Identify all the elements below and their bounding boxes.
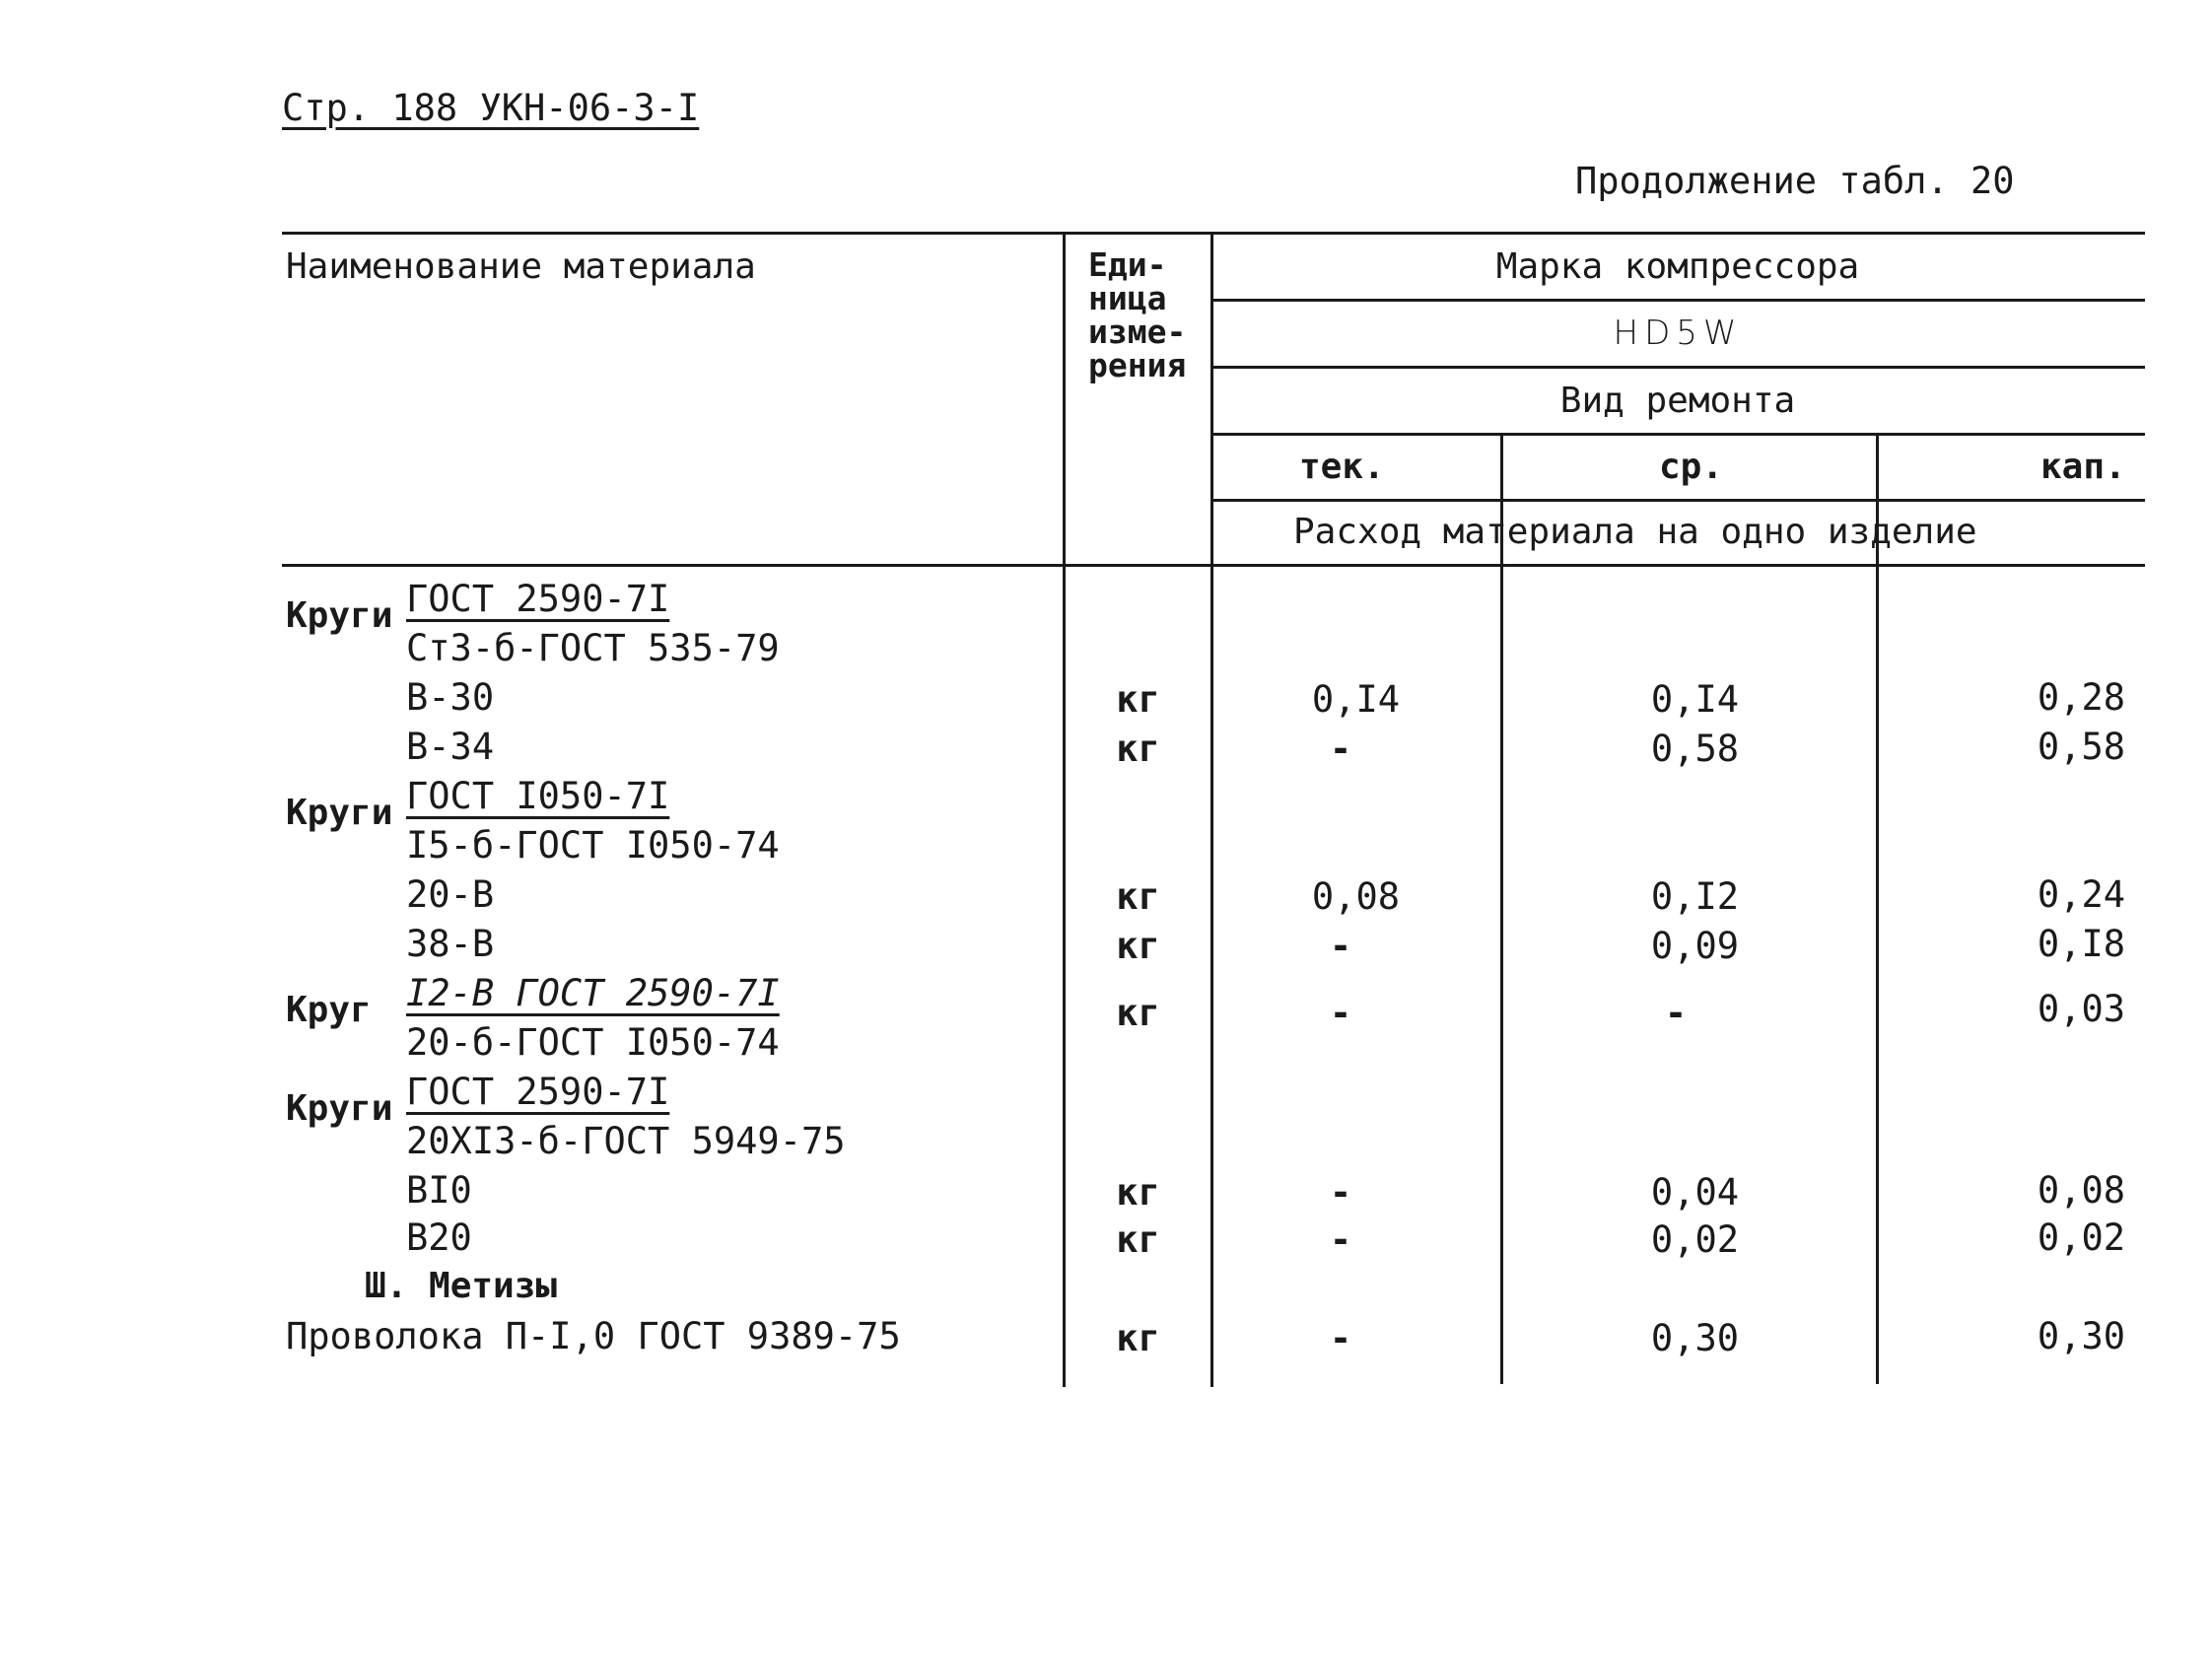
kap-value: 0,58 bbox=[2037, 726, 2125, 768]
table-caption: Продолжение табл. 20 bbox=[1575, 160, 2015, 202]
group-standard: ГОСТ 2590-7I bbox=[406, 578, 670, 620]
kap-value: 0,03 bbox=[2037, 988, 2125, 1030]
repair-type-header: Вид ремонта bbox=[1559, 381, 1796, 421]
tek-value: - bbox=[1329, 925, 1352, 967]
kap-value: 0,24 bbox=[2037, 873, 2125, 916]
brand-rule bbox=[1210, 299, 2145, 302]
sr-value: - bbox=[1664, 992, 1688, 1034]
tek-value: - bbox=[1329, 1171, 1352, 1214]
unit-cell: кг bbox=[1116, 728, 1160, 770]
material-name: BI0 bbox=[406, 1169, 472, 1212]
kap-value: 0,08 bbox=[2037, 1169, 2125, 1212]
table-top-rule bbox=[282, 232, 2145, 235]
tek-value: - bbox=[1329, 728, 1352, 770]
group-standard: I2-В ГОСТ 2590-7I bbox=[406, 972, 780, 1014]
group-grade: Ст3-б-ГОСТ 535-79 bbox=[406, 627, 780, 669]
header-bottom-rule bbox=[282, 564, 2145, 567]
unit-header: Еди-ница изме-рения bbox=[1088, 245, 1187, 384]
material-name: 38-В bbox=[406, 923, 495, 965]
model-rule bbox=[1210, 366, 2145, 369]
material-name: B20 bbox=[406, 1216, 472, 1259]
group-label: Круги bbox=[286, 1088, 393, 1129]
group-standard: ГОСТ 2590-7I bbox=[406, 1071, 670, 1113]
material-name-header: Наименование материала bbox=[286, 246, 756, 287]
sr-value: 0,58 bbox=[1650, 728, 1739, 770]
sr-value: 0,02 bbox=[1650, 1218, 1739, 1261]
name-unit-divider bbox=[1063, 232, 1066, 1387]
tek-value: - bbox=[1329, 992, 1352, 1034]
sr-value: 0,I4 bbox=[1650, 678, 1739, 721]
sr-value: 0,I2 bbox=[1650, 875, 1739, 918]
group-label: Круги bbox=[286, 793, 393, 833]
sr-kap-body-divider bbox=[1876, 566, 1879, 1384]
tek-value: - bbox=[1329, 1317, 1352, 1359]
material-name: В-34 bbox=[406, 726, 495, 768]
tek-value: 0,08 bbox=[1311, 875, 1400, 918]
unit-cell: кг bbox=[1116, 1317, 1160, 1359]
group-label: Круг bbox=[286, 990, 372, 1030]
unit-cell: кг bbox=[1116, 1218, 1160, 1261]
sr-value: 0,30 bbox=[1650, 1317, 1739, 1359]
consumption-header: Расход материала на одно изделие bbox=[1293, 512, 1977, 552]
sr-value: 0,09 bbox=[1650, 925, 1739, 967]
group-grade: I5-б-ГОСТ I050-74 bbox=[406, 824, 780, 867]
group-label: Круги bbox=[286, 595, 393, 636]
kap-value: 0,30 bbox=[2037, 1315, 2125, 1357]
page-reference: Стр. 188 УКН-06-3-I bbox=[282, 87, 700, 129]
tek-value: 0,I4 bbox=[1311, 678, 1400, 721]
unit-cell: кг bbox=[1116, 875, 1160, 918]
tek-sr-body-divider bbox=[1500, 566, 1503, 1384]
unit-cell: кг bbox=[1116, 925, 1160, 967]
group-standard: ГОСТ I050-7I bbox=[406, 775, 670, 817]
repair-type-tek: тек. bbox=[1299, 447, 1385, 487]
kap-value: 0,02 bbox=[2037, 1216, 2125, 1259]
material-name: Проволока П-I,0 ГОСТ 9389-75 bbox=[286, 1315, 901, 1357]
group-grade: 20XI3-б-ГОСТ 5949-75 bbox=[406, 1120, 846, 1162]
kap-value: 0,I8 bbox=[2037, 923, 2125, 965]
compressor-brand-header: Марка компрессора bbox=[1495, 246, 1860, 287]
material-name: В-30 bbox=[406, 676, 495, 719]
unit-cell: кг bbox=[1116, 992, 1160, 1034]
section-heading: Ш. Метизы bbox=[365, 1266, 558, 1306]
sr-value: 0,04 bbox=[1650, 1171, 1739, 1214]
repair-type-sr: ср. bbox=[1659, 447, 1724, 487]
group-grade: 20-б-ГОСТ I050-74 bbox=[406, 1021, 780, 1064]
repair-columns-rule bbox=[1210, 499, 2145, 502]
kap-value: 0,28 bbox=[2037, 676, 2125, 719]
unit-cell: кг bbox=[1116, 1171, 1160, 1214]
material-name: 20-В bbox=[406, 873, 495, 916]
repair-type-kap: кап. bbox=[2040, 447, 2126, 487]
compressor-model: HD5W bbox=[1613, 313, 1743, 353]
tek-value: - bbox=[1329, 1218, 1352, 1261]
unit-cell: кг bbox=[1116, 678, 1160, 721]
repair-type-rule bbox=[1210, 433, 2145, 436]
